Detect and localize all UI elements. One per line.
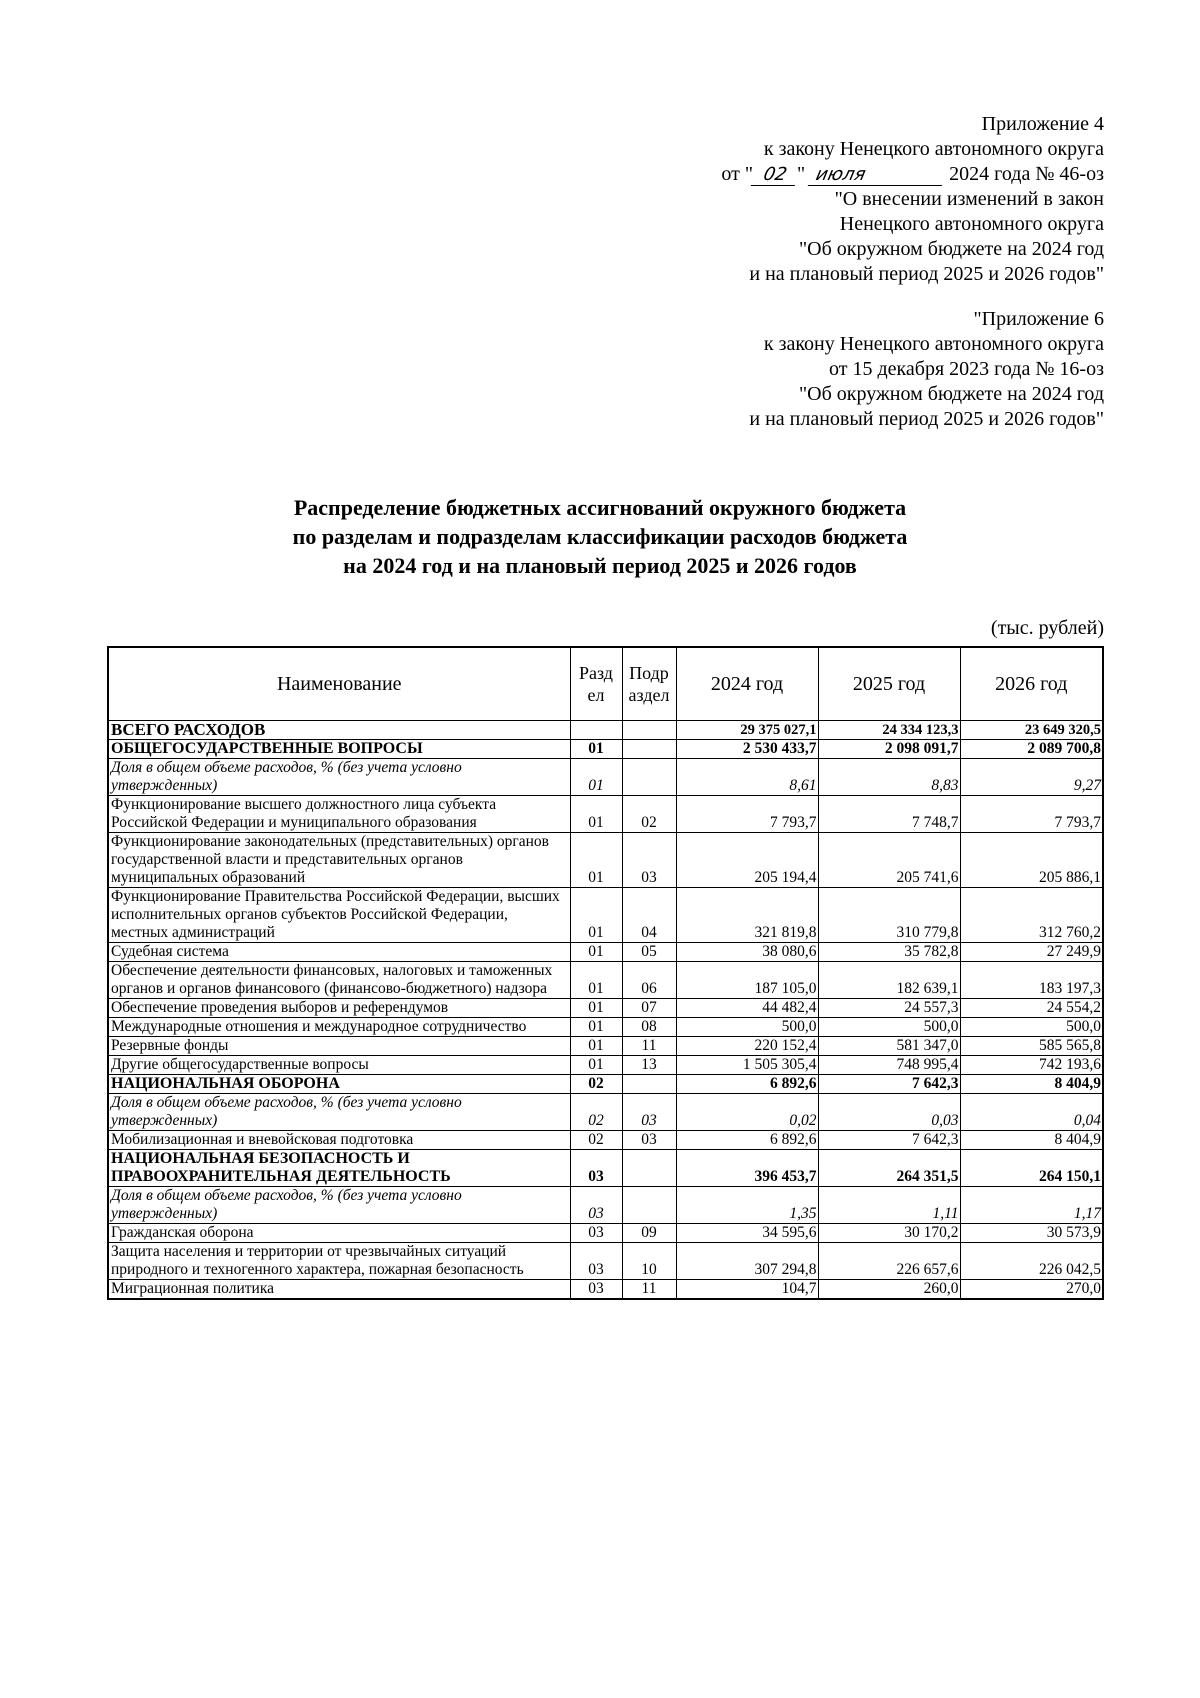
- row-podrazdel-cell: [622, 721, 676, 740]
- row-2024-cell: 6 892,6: [676, 1131, 818, 1150]
- row-name-cell: Резервные фонды: [108, 1037, 570, 1056]
- row-name-cell: НАЦИОНАЛЬНАЯ БЕЗОПАСНОСТЬ И ПРАВООХРАНИТЕЛЬНАЯ ДЕЯТЕЛЬНОСТЬ: [108, 1150, 570, 1187]
- row-2024-cell: 220 152,4: [676, 1037, 818, 1056]
- row-2026-cell: 264 150,1: [960, 1150, 1103, 1187]
- row-2026-cell: 500,0: [960, 1018, 1103, 1037]
- row-name-cell: Международные отношения и международное сотрудничество: [108, 1018, 570, 1037]
- appendix-header: [721, 112, 1104, 432]
- original-law-name2: и на плановый период 2025 и 2026 годов": [749, 408, 1104, 430]
- row-podrazdel-cell: [622, 740, 676, 759]
- row-podrazdel-cell: [622, 1187, 676, 1224]
- row-name-cell: Защита населения и территории от чрезвычайных ситуаций природного и техногенного характера, пожарная безопасность: [108, 1243, 570, 1280]
- row-name-cell: НАЦИОНАЛЬНАЯ ОБОРОНА: [108, 1075, 570, 1094]
- row-2026-cell: 270,0: [960, 1280, 1103, 1300]
- row-2024-cell: 321 819,8: [676, 888, 818, 943]
- row-2024-cell: 44 482,4: [676, 999, 818, 1018]
- original-law-date: от 15 декабря 2023 года № 16-оз: [828, 358, 1104, 380]
- row-2025-cell: 205 741,6: [818, 833, 960, 888]
- row-name-cell: Функционирование законодательных (представительных) органов государственной власти и представительных органов муниципальных образований: [108, 833, 570, 888]
- date-mid-quote: ": [797, 163, 806, 185]
- table-header-row: [108, 647, 1103, 721]
- table-row: [108, 833, 1103, 888]
- row-2025-cell: 260,0: [818, 1280, 960, 1300]
- row-2025-cell: 500,0: [818, 1018, 960, 1037]
- header-2024: 2024 год: [676, 647, 818, 721]
- header-2025: 2025 год: [818, 647, 960, 721]
- header-razdel: Разд ел: [570, 647, 622, 721]
- appendix-line5: Ненецкого автономного округа: [839, 213, 1104, 235]
- row-2025-cell: 24 557,3: [818, 999, 960, 1018]
- row-name-cell: Доля в общем объеме расходов, % (без учета условно утвержденных): [108, 1187, 570, 1224]
- row-name-cell: Миграционная политика: [108, 1280, 570, 1300]
- row-podrazdel-cell: 13: [622, 1056, 676, 1075]
- row-razdel-cell: 01: [570, 999, 622, 1018]
- row-2024-cell: 8,61: [676, 759, 818, 796]
- row-razdel-cell: 01: [570, 740, 622, 759]
- title-line2: по разделам и подразделам классификации расходов бюджета: [292, 524, 908, 549]
- row-2024-cell: 104,7: [676, 1280, 818, 1300]
- date-prefix: от ": [721, 163, 753, 185]
- row-2026-cell: 23 649 320,5: [960, 721, 1103, 740]
- row-2025-cell: 35 782,8: [818, 943, 960, 962]
- row-razdel-cell: 01: [570, 759, 622, 796]
- row-2026-cell: 2 089 700,8: [960, 740, 1103, 759]
- row-razdel-cell: [570, 721, 622, 740]
- row-2026-cell: 8 404,9: [960, 1075, 1103, 1094]
- row-podrazdel-cell: 08: [622, 1018, 676, 1037]
- row-2024-cell: 0,02: [676, 1094, 818, 1131]
- appendix-law-ref: к закону Ненецкого автономного округа: [763, 138, 1104, 160]
- row-podrazdel-cell: 02: [622, 796, 676, 833]
- row-2025-cell: 1,11: [818, 1187, 960, 1224]
- row-2024-cell: 34 595,6: [676, 1224, 818, 1243]
- appendix-line7: и на плановый период 2025 и 2026 годов": [749, 263, 1104, 285]
- row-name-cell: Обеспечение проведения выборов и референдумов: [108, 999, 570, 1018]
- appendix-title: Приложение 4: [981, 113, 1104, 135]
- row-2025-cell: 581 347,0: [818, 1037, 960, 1056]
- row-2025-cell: 0,03: [818, 1094, 960, 1131]
- appendix-date-line: [721, 162, 1104, 187]
- row-2026-cell: 226 042,5: [960, 1243, 1103, 1280]
- row-2025-cell: 8,83: [818, 759, 960, 796]
- share-row: [108, 1094, 1103, 1131]
- row-podrazdel-cell: 11: [622, 1280, 676, 1300]
- row-2025-cell: 310 779,8: [818, 888, 960, 943]
- row-podrazdel-cell: 03: [622, 1131, 676, 1150]
- row-podrazdel-cell: 10: [622, 1243, 676, 1280]
- row-2026-cell: 27 249,9: [960, 943, 1103, 962]
- row-razdel-cell: 01: [570, 1018, 622, 1037]
- table-row: [108, 888, 1103, 943]
- row-razdel-cell: 02: [570, 1131, 622, 1150]
- table-row: [108, 1131, 1103, 1150]
- row-podrazdel-cell: 03: [622, 1094, 676, 1131]
- row-podrazdel-cell: 06: [622, 962, 676, 999]
- row-2025-cell: 748 995,4: [818, 1056, 960, 1075]
- table-row: [108, 999, 1103, 1018]
- row-2026-cell: 585 565,8: [960, 1037, 1103, 1056]
- row-razdel-cell: 03: [570, 1150, 622, 1187]
- row-2026-cell: 8 404,9: [960, 1131, 1103, 1150]
- row-2025-cell: 7 642,3: [818, 1131, 960, 1150]
- row-2024-cell: 29 375 027,1: [676, 721, 818, 740]
- units-label: (тыс. рублей): [990, 617, 1104, 639]
- row-name-cell: Гражданская оборона: [108, 1224, 570, 1243]
- row-name-cell: ВСЕГО РАСХОДОВ: [108, 721, 570, 740]
- section-row: [108, 740, 1103, 759]
- title-line3: на 2024 год и на плановый период 2025 и 2026 годов: [343, 553, 857, 578]
- budget-table: [107, 646, 1104, 1300]
- row-2024-cell: 396 453,7: [676, 1150, 818, 1187]
- row-podrazdel-cell: 07: [622, 999, 676, 1018]
- row-name-cell: Доля в общем объеме расходов, % (без учета условно утвержденных): [108, 1094, 570, 1131]
- title-line1: Распределение бюджетных ассигнований окружного бюджета: [293, 495, 907, 520]
- original-appendix-title: "Приложение 6: [973, 308, 1104, 330]
- section-row: [108, 1075, 1103, 1094]
- table-row: [108, 1056, 1103, 1075]
- row-podrazdel-cell: [622, 1075, 676, 1094]
- handwritten-day: 02: [751, 165, 799, 186]
- appendix-line6: "Об окружном бюджете на 2024 год: [799, 238, 1104, 260]
- row-2026-cell: 183 197,3: [960, 962, 1103, 999]
- original-law-name1: "Об окружном бюджете на 2024 год: [799, 383, 1104, 405]
- row-name-cell: ОБЩЕГОСУДАРСТВЕННЫЕ ВОПРОСЫ: [108, 740, 570, 759]
- row-name-cell: Другие общегосударственные вопросы: [108, 1056, 570, 1075]
- table-row: [108, 1280, 1103, 1300]
- row-2024-cell: 500,0: [676, 1018, 818, 1037]
- row-2025-cell: 182 639,1: [818, 962, 960, 999]
- table-row: [108, 1037, 1103, 1056]
- row-razdel-cell: 01: [570, 796, 622, 833]
- table-row: [108, 796, 1103, 833]
- row-2024-cell: 38 080,6: [676, 943, 818, 962]
- row-2026-cell: 205 886,1: [960, 833, 1103, 888]
- table-row: [108, 943, 1103, 962]
- row-podrazdel-cell: [622, 759, 676, 796]
- row-2025-cell: 24 334 123,3: [818, 721, 960, 740]
- share-row: [108, 759, 1103, 796]
- row-2026-cell: 24 554,2: [960, 999, 1103, 1018]
- table-body: [108, 721, 1103, 1300]
- row-razdel-cell: 03: [570, 1280, 622, 1300]
- row-2026-cell: 0,04: [960, 1094, 1103, 1131]
- row-razdel-cell: 03: [570, 1243, 622, 1280]
- section-row: [108, 1150, 1103, 1187]
- row-name-cell: Обеспечение деятельности финансовых, налоговых и таможенных органов и органов финансового (финансово-бюджетного) надзора: [108, 962, 570, 999]
- row-2026-cell: 312 760,2: [960, 888, 1103, 943]
- row-2026-cell: 7 793,7: [960, 796, 1103, 833]
- row-razdel-cell: 02: [570, 1094, 622, 1131]
- row-name-cell: Функционирование высшего должностного лица субъекта Российской Федерации и муниципального образования: [108, 796, 570, 833]
- table-row: [108, 1243, 1103, 1280]
- row-razdel-cell: 03: [570, 1187, 622, 1224]
- row-podrazdel-cell: 05: [622, 943, 676, 962]
- appendix-line4: "О внесении изменений в закон: [834, 188, 1104, 210]
- row-2026-cell: 1,17: [960, 1187, 1103, 1224]
- row-2024-cell: 187 105,0: [676, 962, 818, 999]
- row-name-cell: Судебная система: [108, 943, 570, 962]
- row-2025-cell: 7 642,3: [818, 1075, 960, 1094]
- row-razdel-cell: 01: [570, 1037, 622, 1056]
- row-razdel-cell: 01: [570, 962, 622, 999]
- row-name-cell: Мобилизационная и вневойсковая подготовка: [108, 1131, 570, 1150]
- row-razdel-cell: 01: [570, 833, 622, 888]
- handwritten-month: июля: [808, 165, 946, 186]
- row-2024-cell: 307 294,8: [676, 1243, 818, 1280]
- document-title: [0, 493, 1200, 580]
- header-2026: 2026 год: [960, 647, 1103, 721]
- row-2024-cell: 2 530 433,7: [676, 740, 818, 759]
- total-row: [108, 721, 1103, 740]
- row-2025-cell: 7 748,7: [818, 796, 960, 833]
- share-row: [108, 1187, 1103, 1224]
- row-2025-cell: 264 351,5: [818, 1150, 960, 1187]
- row-name-cell: Доля в общем объеме расходов, % (без учета условно утвержденных): [108, 759, 570, 796]
- table-row: [108, 962, 1103, 999]
- row-2025-cell: 226 657,6: [818, 1243, 960, 1280]
- row-podrazdel-cell: 03: [622, 833, 676, 888]
- row-2024-cell: 6 892,6: [676, 1075, 818, 1094]
- row-podrazdel-cell: 04: [622, 888, 676, 943]
- row-2026-cell: 30 573,9: [960, 1224, 1103, 1243]
- row-podrazdel-cell: 11: [622, 1037, 676, 1056]
- row-podrazdel-cell: 09: [622, 1224, 676, 1243]
- row-2024-cell: 1 505 305,4: [676, 1056, 818, 1075]
- row-2026-cell: 9,27: [960, 759, 1103, 796]
- row-razdel-cell: 01: [570, 888, 622, 943]
- row-2025-cell: 30 170,2: [818, 1224, 960, 1243]
- row-name-cell: Функционирование Правительства Российской Федерации, высших исполнительных органов субъектов Российской Федерации, местных администраций: [108, 888, 570, 943]
- row-podrazdel-cell: [622, 1150, 676, 1187]
- row-razdel-cell: 01: [570, 943, 622, 962]
- row-2024-cell: 1,35: [676, 1187, 818, 1224]
- row-razdel-cell: 02: [570, 1075, 622, 1094]
- row-razdel-cell: 03: [570, 1224, 622, 1243]
- table-row: [108, 1018, 1103, 1037]
- row-2026-cell: 742 193,6: [960, 1056, 1103, 1075]
- row-razdel-cell: 01: [570, 1056, 622, 1075]
- header-podrazdel: Подр аздел: [622, 647, 676, 721]
- original-law-ref: к закону Ненецкого автономного округа: [763, 333, 1104, 355]
- header-name: Наименование: [108, 647, 570, 721]
- row-2024-cell: 205 194,4: [676, 833, 818, 888]
- table-row: [108, 1224, 1103, 1243]
- row-2024-cell: 7 793,7: [676, 796, 818, 833]
- row-2025-cell: 2 098 091,7: [818, 740, 960, 759]
- date-suffix: 2024 года № 46-оз: [949, 163, 1104, 185]
